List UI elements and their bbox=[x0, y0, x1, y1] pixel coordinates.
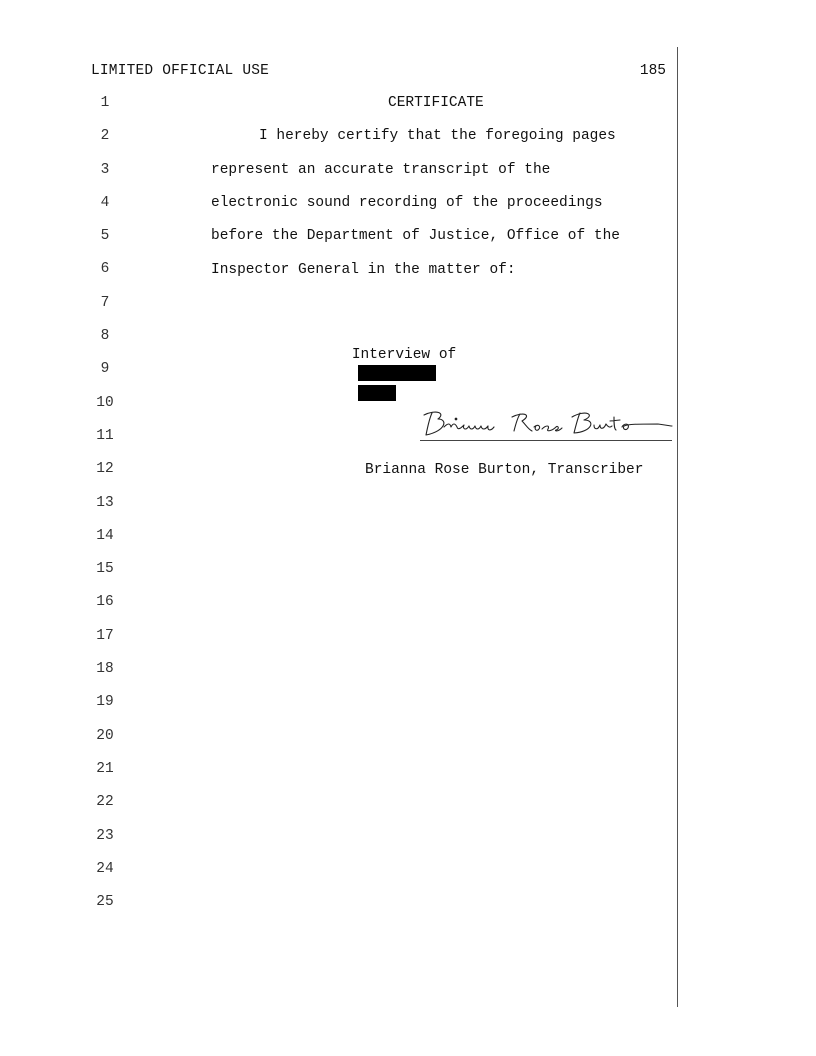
line-number-column bbox=[90, 94, 120, 926]
line-number: 7 bbox=[100, 294, 110, 311]
line-number: 16 bbox=[96, 594, 114, 611]
line-number: 21 bbox=[96, 760, 114, 777]
line-number: 18 bbox=[96, 661, 114, 678]
line-number: 9 bbox=[100, 361, 110, 378]
line-number: 17 bbox=[96, 627, 114, 644]
page-number: 185 bbox=[639, 63, 666, 79]
classification-header: LIMITED OFFICIAL USE bbox=[91, 63, 270, 79]
line-number: 5 bbox=[100, 228, 110, 245]
redaction-block bbox=[358, 365, 436, 381]
line-number: 24 bbox=[96, 860, 114, 877]
right-margin-rule bbox=[677, 47, 678, 1007]
line-number: 25 bbox=[96, 894, 114, 911]
line-number: 6 bbox=[100, 261, 110, 278]
signature-rule bbox=[420, 440, 672, 441]
line-number: 10 bbox=[96, 394, 114, 411]
redaction-block bbox=[358, 385, 396, 401]
line-number: 14 bbox=[96, 527, 114, 544]
line-number: 4 bbox=[100, 194, 110, 211]
line-number: 11 bbox=[96, 427, 114, 444]
certificate-body-line: before the Department of Justice, Office of the bbox=[211, 228, 620, 244]
line-number: 2 bbox=[100, 128, 110, 145]
line-number: 12 bbox=[96, 461, 114, 478]
interview-label: Interview of bbox=[351, 347, 457, 363]
line-number: 8 bbox=[100, 328, 110, 345]
line-number: 23 bbox=[96, 827, 114, 844]
certificate-body-line: Inspector General in the matter of: bbox=[211, 262, 516, 278]
line-number: 15 bbox=[96, 561, 114, 578]
handwritten-signature bbox=[418, 405, 674, 443]
line-number: 13 bbox=[96, 494, 114, 511]
signer-name-line: Brianna Rose Burton, Transcriber bbox=[365, 462, 644, 478]
line-number: 1 bbox=[100, 95, 110, 111]
line-number: 20 bbox=[96, 727, 114, 744]
certificate-title: CERTIFICATE bbox=[388, 95, 484, 111]
line-number: 3 bbox=[100, 161, 110, 178]
certificate-body-line: I hereby certify that the foregoing pages bbox=[259, 128, 616, 144]
line-number: 19 bbox=[96, 694, 114, 711]
line-number: 22 bbox=[96, 794, 114, 811]
certificate-body-line: electronic sound recording of the proceedings bbox=[211, 195, 603, 211]
certificate-body-line: represent an accurate transcript of the bbox=[211, 162, 551, 178]
